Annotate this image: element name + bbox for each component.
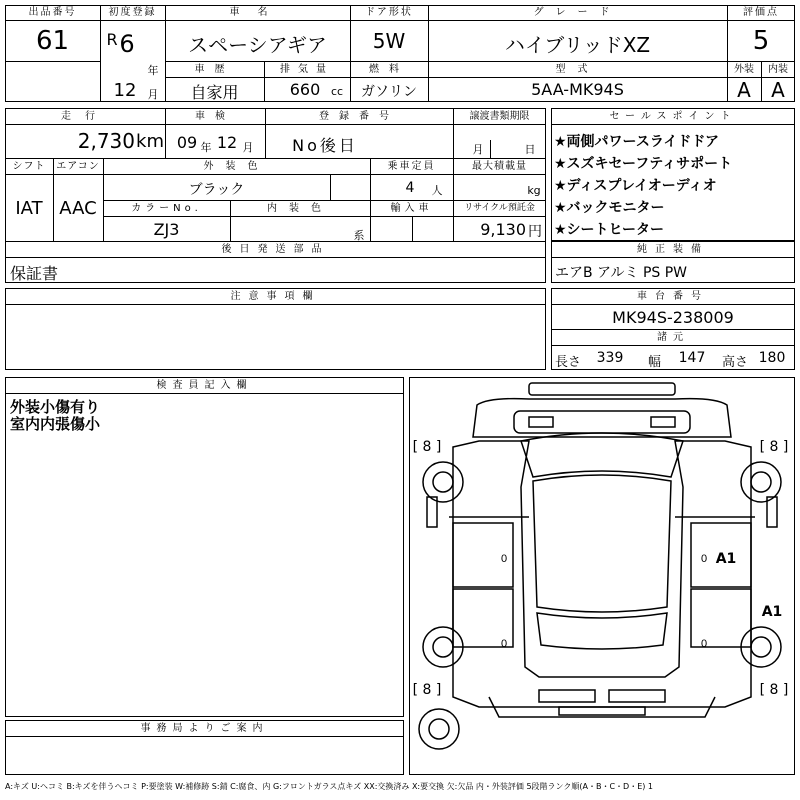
history: 自家用 [190,83,239,102]
displacement: 660 [289,80,321,99]
model: 5AA-MK94S [531,80,624,99]
tire-front-left: [ 8 ] [412,439,442,455]
lot-number-label: 出品番号 [28,7,77,18]
import-label: 輸入車 [390,203,433,214]
exterior-grade-label: 外装 [734,64,754,75]
svg-text:0: 0 [501,638,508,650]
damage-mark-right-rear: A1 [761,604,783,620]
inspection-year: 09 [176,133,198,152]
color-number-label: カラーNo. [131,203,202,214]
tire-front-right: [ 8 ] [759,439,789,455]
chassis-number: MK94S-238009 [612,308,734,327]
plate-label: 登録番号 [319,111,399,122]
shift-label: シフト [12,161,46,172]
door-type: 5W [372,29,406,53]
interior-color-label: 内装色 [267,203,333,214]
later-parts: 保証書 [10,264,59,283]
height: 180 [758,350,786,366]
first-registration-label: 初度登録 [108,7,157,18]
sales-points-label: セールスポイント [609,111,737,122]
sales-point-1: ★両側パワースライドドア [554,134,720,150]
width: 147 [678,350,706,366]
grade: ハイブリッドXZ [504,33,651,57]
transfer-day: 日 [524,143,536,156]
mileage-unit: km [136,131,164,152]
chassis-label: 車台番号 [637,291,709,302]
equipment-label: 純正装備 [637,244,709,255]
office-label: 事務局よりご案内 [140,723,269,734]
legend: A:キズ U:ヘコミ B:キズを伴うヘコミ P:要塗装 W:補修跡 S:錆 C:腐食、内 G:フロントガラス点キズ XX:交換済み X:要交換 欠:欠品 内・外装評価 5段階ランク順(A・B・C・D・E) 1 [5,782,654,791]
score: 5 [752,26,770,56]
dimensions-label: 諸元 [657,332,689,343]
length-label: 長さ [555,355,582,370]
inspection-year-unit: 年 [200,141,212,154]
inspector-note-2: 室内内張傷小 [10,415,101,433]
shift: IAT [15,198,43,219]
grade-label: グレード [533,7,622,18]
era: R [106,30,118,49]
sales-point-2: ★スズキセーフティサポート [554,156,733,172]
recycle-unit: 円 [528,224,542,240]
car-name-label: 車名 [229,7,286,18]
tire-rear-left: [ 8 ] [412,682,442,698]
displacement-label: 排気量 [280,64,334,75]
door-type-label: ドア形状 [365,7,413,18]
inspection-month: 12 [216,133,238,152]
length: 339 [596,350,624,366]
later-parts-label: 後日発送部品 [221,244,330,255]
mileage-label: 走行 [61,111,109,122]
interior-color-unit: 系 [353,229,365,242]
sales-point-3: ★ディスプレイオーディオ [554,178,717,194]
lot-number: 61 [35,26,70,56]
fuel: ガソリン [361,84,417,100]
sales-point-5: ★シートヒーター [554,222,664,238]
max-load-label: 最大積載量 [472,161,527,172]
registration-month: 12 [113,80,137,101]
color-number: ZJ3 [153,220,180,239]
capacity-unit: 人 [431,184,443,197]
year-unit: 年 [147,64,159,77]
transfer-deadline-label: 譲渡書類期限 [469,111,530,122]
svg-text:0: 0 [701,553,708,565]
car-diagram [409,377,795,775]
equipment: エアB アルミ PS PW [555,265,688,281]
car-name: スペーシアギア [188,33,327,57]
width-label: 幅 [648,355,662,370]
exterior-color-label: 外装色 [203,161,270,172]
interior-grade-label: 内装 [768,64,788,75]
plate-number: No後日 [292,136,358,155]
max-load-unit: kg [527,184,541,197]
inspection-month-unit: 月 [242,141,254,154]
inspection-label: 車検 [195,111,235,122]
interior-grade: A [771,78,785,102]
tire-rear-right: [ 8 ] [759,682,789,698]
mileage: 2,730 [77,129,135,153]
displacement-unit: cc [330,85,344,98]
damage-mark-right-door: A1 [715,551,737,567]
transfer-month: 月 [472,143,484,156]
capacity: 4 [405,180,415,196]
registration-year: 6 [119,30,135,58]
history-label: 車歴 [194,64,235,75]
sales-point-4: ★バックモニター [554,200,665,216]
svg-text:0: 0 [501,553,508,565]
score-label: 評価点 [743,7,779,18]
notes-label: 注意事項欄 [230,291,321,302]
month-unit: 月 [147,88,159,101]
exterior-grade: A [737,78,751,102]
capacity-label: 乗車定員 [387,161,436,172]
recycle-label: リサイクル預託金 [464,203,535,213]
model-label: 型式 [555,64,600,75]
recycle-deposit: 9,130 [480,220,526,239]
height-label: 高さ [722,355,749,370]
exterior-color: ブラック [188,182,245,198]
aircon: AAC [59,198,97,219]
aircon-label: エアコン [56,161,100,172]
inspector-note-1: 外装小傷有り [10,398,101,416]
inspector-label: 検査員記入欄 [156,380,253,391]
svg-text:0: 0 [701,638,708,650]
fuel-label: 燃料 [369,64,409,75]
